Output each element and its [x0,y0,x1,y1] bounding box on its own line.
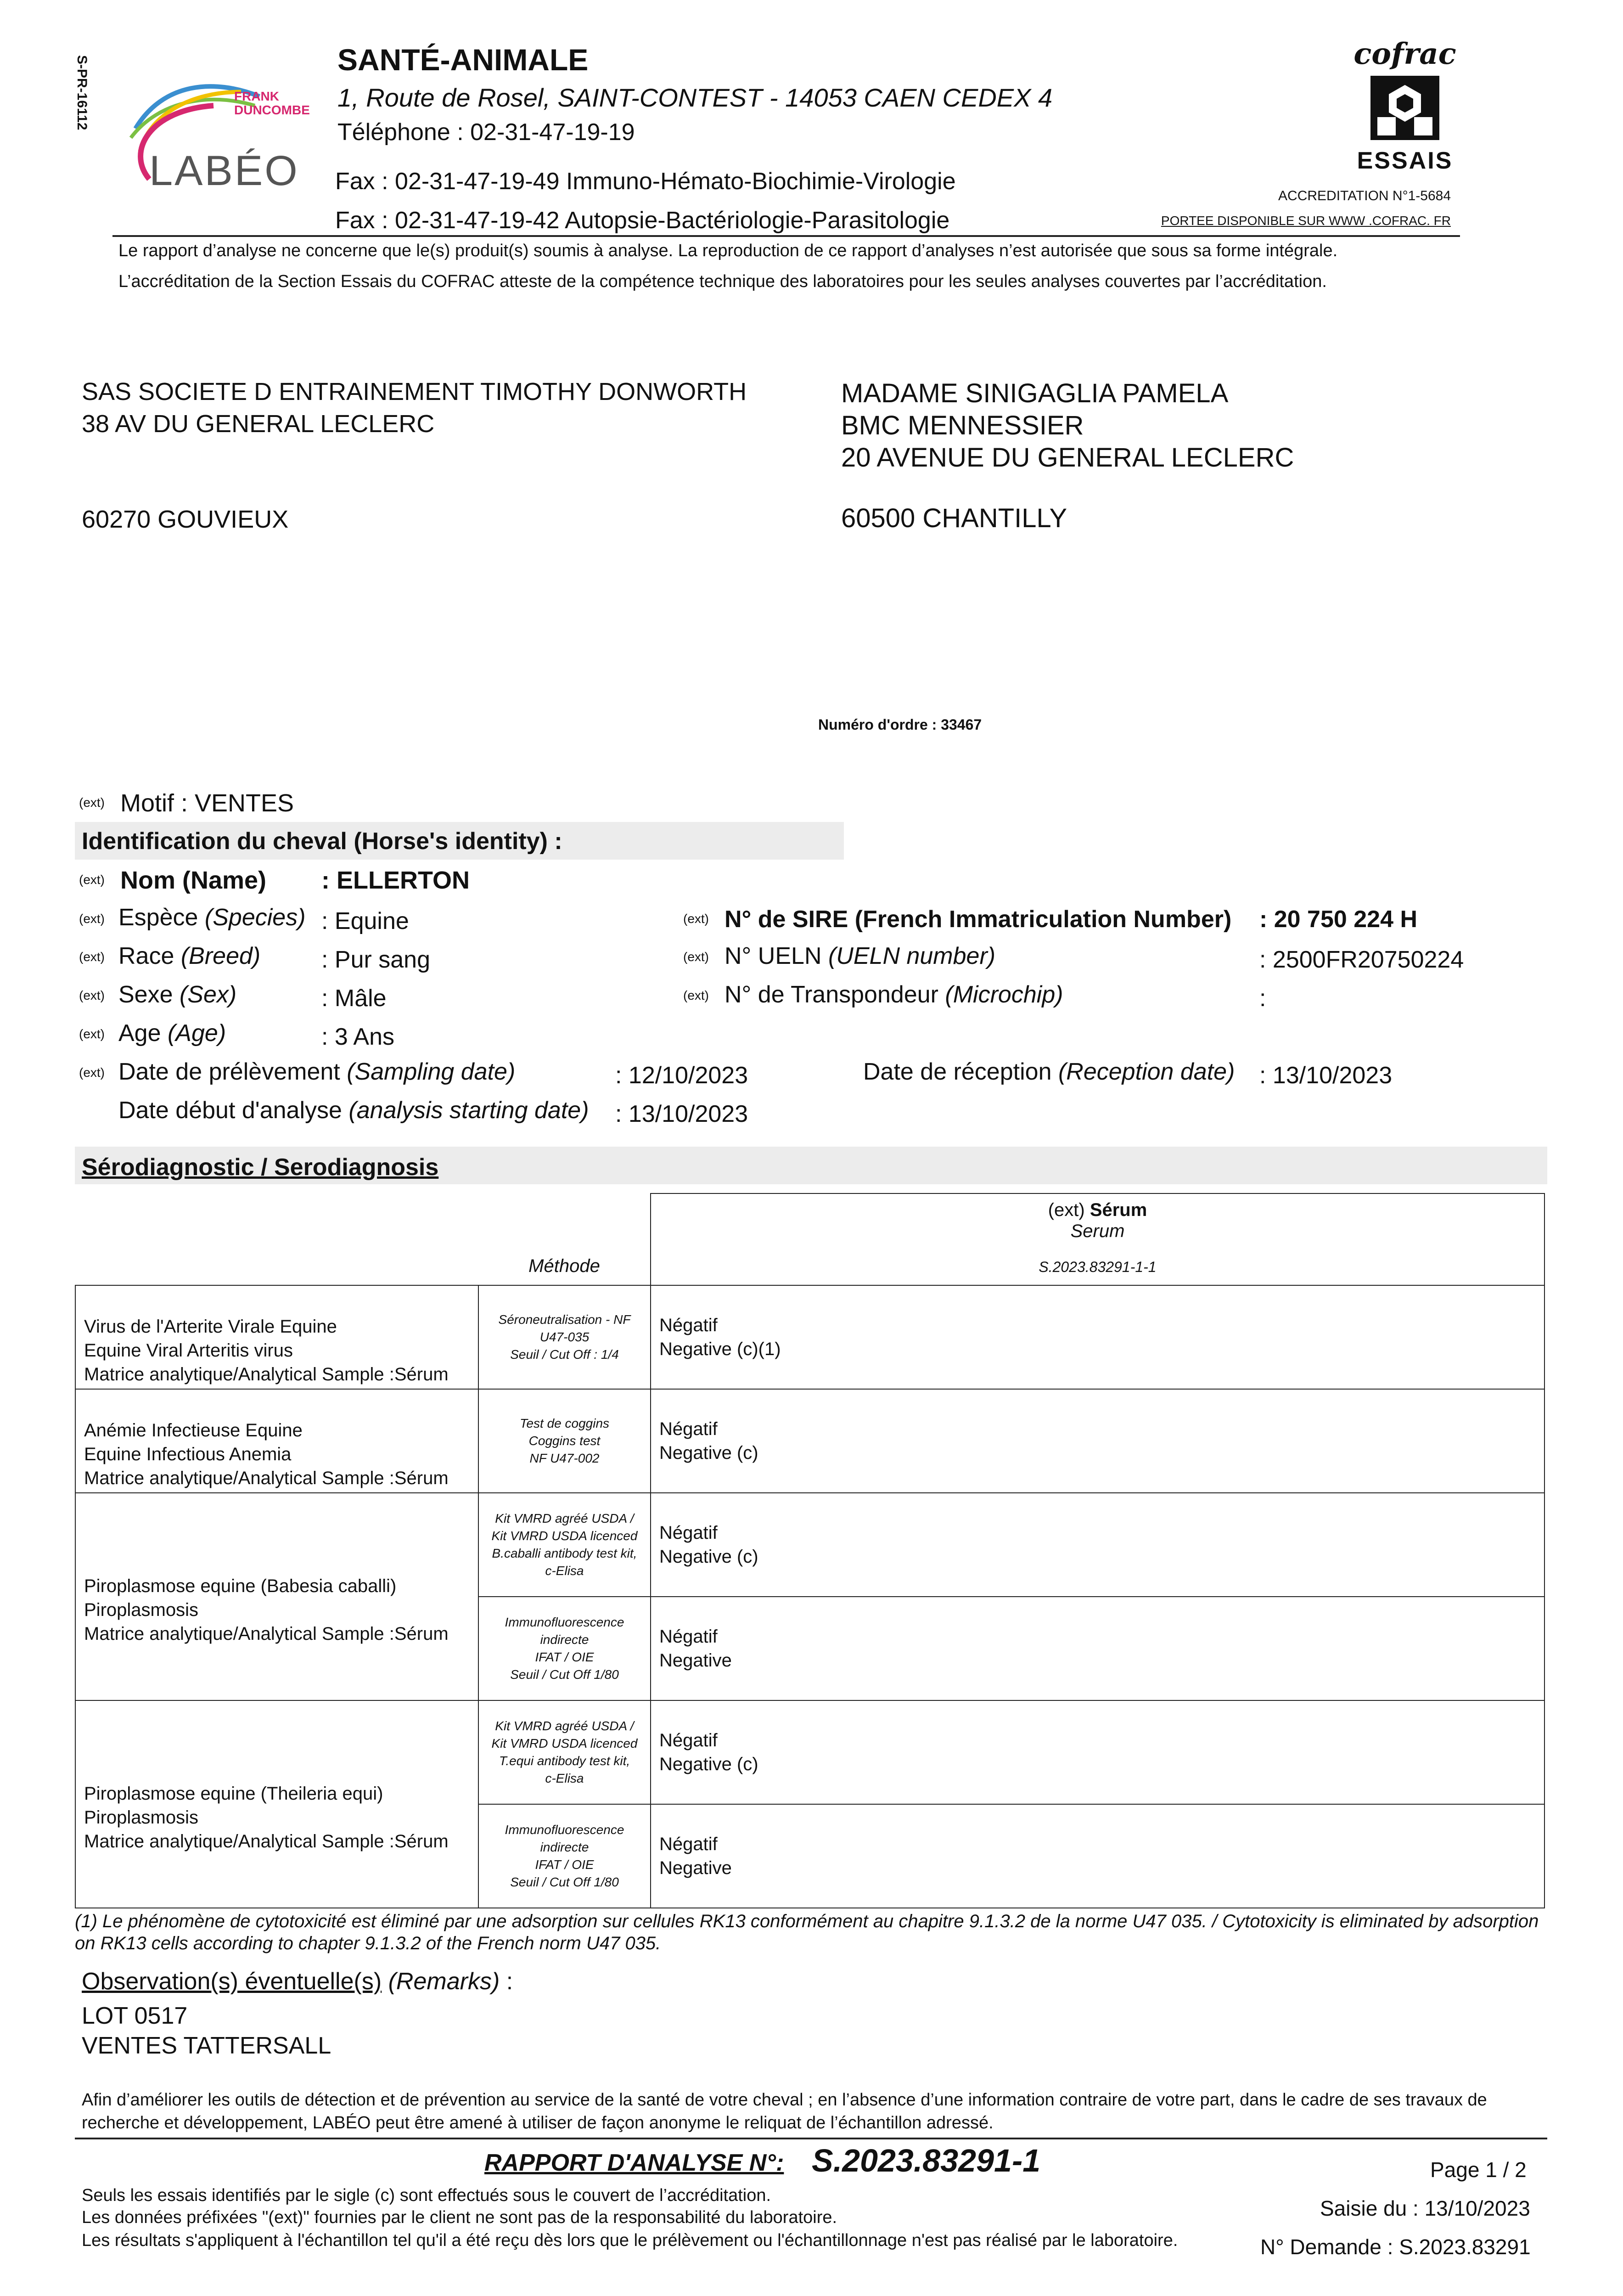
analysis-cell [75,1285,478,1389]
sample-fr: Sérum [1089,1200,1147,1220]
lab-phone: Téléphone : 02-31-47-19-19 [337,119,635,146]
table-row [75,1493,1544,1597]
sampling-date-label: Date de prélèvement (Sampling date) [118,1058,516,1085]
analysis-cell [75,1700,478,1908]
sire-label: N° de SIRE (French Immatriculation Number) [724,906,1232,933]
lab-fax-1: Fax : 02-31-47-19-49 Immuno-Hémato-Biochimie-Virologie [335,168,956,195]
result-fr: Négatif [659,1523,718,1543]
ext-marker: (ext) [79,950,105,964]
observations-title: Observation(s) éventuelle(s) (Remarks) : [82,1968,513,1995]
header-divider [112,235,1460,237]
ext-marker: (ext) [79,1027,105,1041]
recipient-line-1: MADAME SINIGAGLIA PAMELA [841,378,1229,408]
sampling-date-value: : 12/10/2023 [615,1062,748,1089]
ext-marker: (ext) [79,988,105,1002]
logo-brand: FRANK DUNCOMBE [234,89,310,117]
ueln-value: : 2500FR20750224 [1259,946,1464,973]
sender-address [82,376,747,440]
footer-note-2: Les données préfixées "(ext)" fournies par le client ne sont pas de la responsabilité du laboratoire. [82,2208,837,2227]
result-cell [651,1389,1544,1493]
portee-link[interactable]: PORTEE DISPONIBLE SUR WWW .COFRAC. FR [1161,214,1451,228]
identity-title: Identification du cheval (Horse's identity) : [82,828,562,855]
sender-line-1: SAS SOCIETE D ENTRAINEMENT TIMOTHY DONWORTH [82,378,747,405]
method-line: Kit VMRD agréé USDA / [495,1719,634,1733]
order-number: Numéro d'ordre : 33467 [818,716,982,733]
analysis-name-fr: Piroplasmose equine (Babesia caballi) [84,1576,397,1596]
method-line: Immunofluorescence [505,1615,624,1629]
method-cell [478,1389,651,1493]
result-fr: Négatif [659,1626,718,1647]
disclaimer-1: Le rapport d’analyse ne concerne que le(s) produit(s) soumis à analyse. La reproduction de ce rapport d’analyses n’est autorisée que sous sa forme intégrale. [118,241,1338,260]
improvement-notice: Afin d’améliorer les outils de détection et de prévention au service de la santé de votre cheval ; en l’absence d’une information contraire de votre part, dans le cadre de ses travaux de recherche et développement, LABÉO peut être amené à utiliser de façon anonyme le reliquat de l’échantillon adressé. [82,2090,1487,2133]
result-cell [651,1493,1544,1597]
result-fr: Négatif [659,1834,718,1854]
report-number: S.2023.83291-1 [812,2143,1041,2178]
result-en: Negative (c) [659,1443,758,1463]
labeo-logo [122,73,314,197]
lab-fax-2: Fax : 02-31-47-19-42 Autopsie-Bactériologie-Parasitologie [335,207,950,234]
observation-line-1: LOT 0517 [82,2003,188,2029]
entry-date: Saisie du : 13/10/2023 [1320,2196,1530,2220]
ext-marker: (ext) [79,795,105,810]
breed-label: Race (Breed) [118,943,261,969]
analysis-cell [75,1493,478,1700]
method-line: NF U47-002 [529,1451,600,1465]
method-line: Seuil / Cut Off 1/80 [510,1875,619,1889]
analysis-name-en: Equine Viral Arteritis virus [84,1340,293,1361]
footer-divider [75,2138,1547,2139]
table-footnote: (1) Le phénomène de cytotoxicité est éliminé par une adsorption sur cellules RK13 conformément au chapitre 9.1.3.2 de la norme U47 035. / Cytotoxicity is eliminated by adsorption on RK13 cells according to chapter 9.1.3.2 of the French norm U47 035. [75,1911,1539,1953]
sero-title: Sérodiagnostic / Serodiagnosis [82,1154,439,1181]
recipient-line-3: 20 AVENUE DU GENERAL LECLERC [841,443,1294,473]
species-value: : Equine [321,908,409,934]
method-line: Kit VMRD USDA licenced [491,1529,638,1543]
result-en: Negative (c) [659,1547,758,1567]
table-row [75,1389,1544,1493]
recipient-city: 60500 CHANTILLY [841,503,1067,533]
cofrac-emblem-icon [1350,71,1460,145]
disclaimer-2: L’accréditation de la Section Essais du COFRAC atteste de la compétence technique des laboratoires pour les seules analyses couvertes par l’accréditation. [118,272,1327,291]
ueln-label: N° UELN (UELN number) [724,943,996,969]
method-line: IFAT / OIE [535,1650,594,1664]
transponder-label: N° de Transpondeur (Microchip) [724,981,1063,1008]
method-cell [478,1700,651,1804]
method-line: Seuil / Cut Off : 1/4 [510,1347,619,1362]
document-code: S-PR-16112 [74,55,90,130]
cofrac-name: cofrac [1353,37,1456,71]
sire-value: : 20 750 224 H [1259,906,1418,933]
sample-ext: (ext) [1048,1200,1085,1220]
ext-marker: (ext) [683,912,709,926]
age-label: Age (Age) [118,1020,226,1047]
reception-date-label: Date de réception (Reception date) [863,1058,1235,1085]
sender-line-2: 38 AV DU GENERAL LECLERC [82,410,435,438]
request-number: N° Demande : S.2023.83291 [1260,2235,1531,2259]
result-en: Negative [659,1650,732,1671]
method-line: Coggins test [528,1434,601,1448]
method-line: Kit VMRD USDA licenced [491,1736,638,1750]
sample-header [651,1193,1544,1285]
cofrac-essais: ESSAIS [1357,147,1453,174]
age-value: : 3 Ans [321,1024,394,1050]
sex-value: : Mâle [321,985,387,1012]
result-cell [651,1285,1544,1389]
species-label: Espèce (Species) [118,904,306,931]
method-line: indirecte [540,1840,589,1854]
sender-city: 60270 GOUVIEUX [82,506,289,533]
method-line: Kit VMRD agréé USDA / [495,1511,634,1525]
table-row [75,1285,1544,1389]
ext-marker: (ext) [79,912,105,926]
method-cell [478,1804,651,1908]
method-line: Seuil / Cut Off 1/80 [510,1667,619,1682]
logo-name: LABÉO [149,147,299,194]
method-line: indirecte [540,1632,589,1647]
start-date-value: : 13/10/2023 [615,1101,748,1127]
accreditation-number: ACCREDITATION N°1-5684 [1278,188,1451,203]
analysis-name-fr: Anémie Infectieuse Equine [84,1420,303,1441]
result-cell [651,1804,1544,1908]
result-en: Negative (c) [659,1754,758,1774]
recipient-address [841,377,1294,474]
ext-marker: (ext) [683,950,709,964]
result-fr: Négatif [659,1419,718,1439]
method-cell [478,1597,651,1700]
result-cell [651,1700,1544,1804]
lab-title: SANTÉ-ANIMALE [337,43,589,77]
analysis-name-en: Piroplasmosis [84,1807,198,1828]
results-table [75,1193,1545,1908]
method-cell [478,1285,651,1389]
method-line: Immunofluorescence [505,1823,624,1837]
sample-id: S.2023.83291-1-1 [1039,1259,1157,1275]
header-empty-cell [75,1193,478,1285]
method-line: Test de coggins [519,1416,610,1430]
ext-marker: (ext) [683,988,709,1002]
analysis-name-en: Equine Infectious Anemia [84,1444,292,1464]
report-label: RAPPORT D'ANALYSE N°: [484,2150,784,2176]
lab-address: 1, Route de Rosel, SAINT-CONTEST - 14053 CAEN CEDEX 4 [337,83,1053,112]
analysis-matrix: Matrice analytique/Analytical Sample :Sérum [84,1831,449,1851]
analysis-matrix: Matrice analytique/Analytical Sample :Sérum [84,1468,449,1488]
method-line: c-Elisa [545,1771,584,1785]
result-cell [651,1597,1544,1700]
transponder-value: : [1259,985,1266,1012]
method-line: IFAT / OIE [535,1857,594,1872]
method-header: Méthode [528,1256,600,1276]
motif: Motif : VENTES [120,789,294,817]
footer-note-1: Seuls les essais identifiés par le sigle (c) sont effectués sous le couvert de l’accréditation. [82,2186,771,2205]
breed-value: : Pur sang [321,946,431,973]
name-value: : ELLERTON [321,867,470,894]
footer-note-3: Les résultats s'appliquent à l'échantillon tel qu'il a été reçu dès lors que le prélèvement ou l'échantillonnage n'est pas réalisé par le laboratoire. [82,2231,1178,2250]
method-line: c-Elisa [545,1564,584,1578]
result-fr: Négatif [659,1315,718,1335]
recipient-line-2: BMC MENNESSIER [841,411,1084,440]
result-en: Negative (c)(1) [659,1339,781,1359]
name-label: Nom (Name) [120,867,267,894]
method-line: B.caballi antibody test kit, [492,1546,637,1560]
sample-en: Serum [1070,1221,1125,1241]
start-date-label: Date début d'analyse (analysis starting date) [118,1097,589,1124]
method-line: Séroneutralisation - NF [498,1312,631,1327]
table-header-row [75,1193,1544,1285]
page-number: Page 1 / 2 [1430,2158,1527,2182]
method-line: T.equi antibody test kit, [499,1754,630,1768]
observation-line-2: VENTES TATTERSALL [82,2032,331,2059]
method-cell [478,1493,651,1597]
analysis-matrix: Matrice analytique/Analytical Sample :Sérum [84,1364,449,1384]
analysis-matrix: Matrice analytique/Analytical Sample :Sérum [84,1624,449,1644]
reception-date-value: : 13/10/2023 [1259,1062,1393,1089]
ext-marker: (ext) [79,872,105,887]
method-line: U47-035 [539,1330,590,1344]
analysis-name-en: Piroplasmosis [84,1600,198,1620]
analysis-name-fr: Piroplasmose equine (Theileria equi) [84,1784,383,1804]
sex-label: Sexe (Sex) [118,981,237,1008]
cofrac-logo [1350,37,1460,179]
analysis-name-fr: Virus de l'Arterite Virale Equine [84,1317,337,1337]
result-fr: Négatif [659,1730,718,1750]
result-en: Negative [659,1858,732,1878]
ext-marker: (ext) [79,1065,105,1080]
table-row [75,1700,1544,1804]
analysis-cell [75,1389,478,1493]
